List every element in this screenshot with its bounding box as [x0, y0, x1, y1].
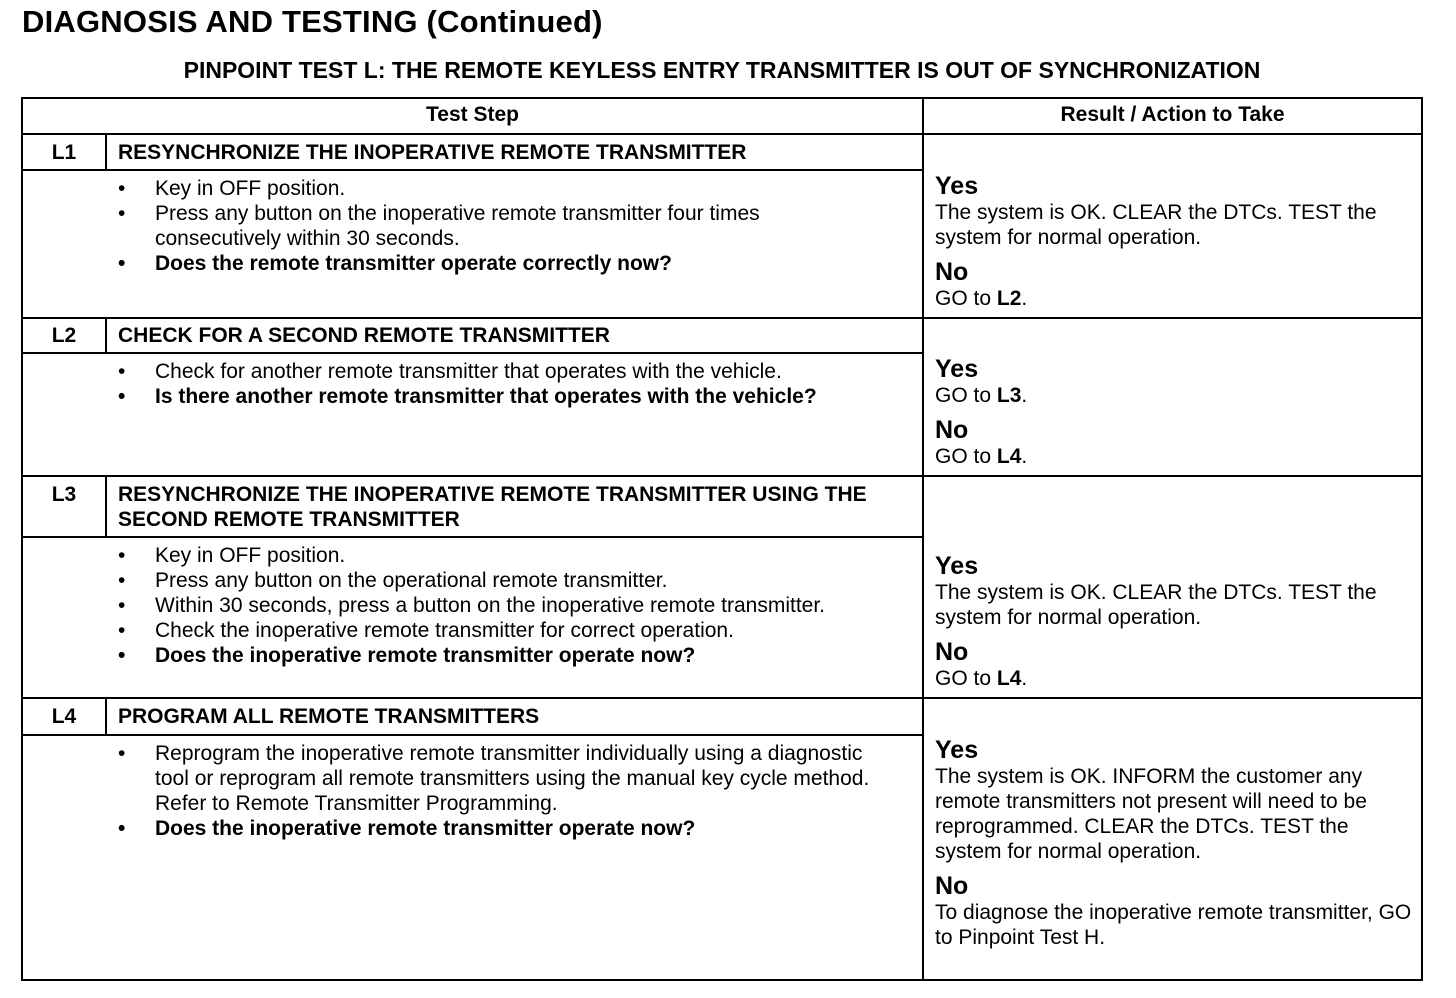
step-id: L1 — [51, 141, 77, 164]
step-reference: L2 — [996, 287, 1022, 310]
step-question: • Does the inoperative remote transmitter operate now? — [118, 816, 878, 841]
list-item: • Check the inoperative remote transmitter for correct operation. — [118, 618, 858, 643]
step-instructions — [118, 359, 838, 409]
list-item: • Reprogram the inoperative remote transmitter individually using a diagnostic tool or reprogram all remote transmitters using the manual key cycle method. Refer to Remote Transmitter Programming. — [118, 741, 878, 816]
step-title-divider-l3 — [23, 536, 922, 538]
no-action: GO to — [935, 287, 992, 310]
punctuation: . — [1021, 287, 1028, 310]
step-question: • Is there another remote transmitter that operates with the vehicle? — [118, 384, 838, 409]
header-divider — [23, 133, 1421, 135]
step-reference: L4 — [996, 445, 1022, 468]
id-divider-l2 — [105, 317, 107, 352]
row-divider-l2 — [23, 317, 1421, 319]
step-instructions — [118, 741, 878, 841]
no-label: No — [935, 872, 969, 900]
yes-label: Yes — [935, 736, 979, 764]
step-title-divider-l4 — [23, 734, 922, 736]
step-instructions — [118, 176, 838, 276]
list-item: • Check for another remote transmitter that operates with the vehicle. — [118, 359, 838, 384]
step-result — [935, 552, 1415, 691]
list-item: • Press any button on the operational remote transmitter. — [118, 568, 858, 593]
yes-label: Yes — [935, 355, 979, 383]
step-title: RESYNCHRONIZE THE INOPERATIVE REMOTE TRANSMITTER — [118, 141, 747, 164]
list-item: • Key in OFF position. — [118, 543, 858, 568]
step-id: L4 — [51, 705, 77, 728]
punctuation: . — [1021, 445, 1028, 468]
header-result-action: Result / Action to Take — [1060, 103, 1285, 126]
step-reference: L3 — [996, 384, 1022, 407]
step-title-divider-l1 — [23, 169, 922, 171]
header-test-step: Test Step — [426, 103, 519, 126]
no-label: No — [935, 416, 969, 444]
pinpoint-test-title: PINPOINT TEST L: THE REMOTE KEYLESS ENTRY TRANSMITTER IS OUT OF SYNCHRONIZATION — [183, 57, 1261, 83]
yes-action: The system is OK. CLEAR the DTCs. TEST the system for normal operation. — [935, 201, 1377, 249]
yes-action: GO to — [935, 384, 992, 407]
step-title: PROGRAM ALL REMOTE TRANSMITTERS — [118, 705, 540, 728]
list-item: • Key in OFF position. — [118, 176, 838, 201]
no-label: No — [935, 638, 969, 666]
yes-label: Yes — [935, 552, 979, 580]
step-title-divider-l2 — [23, 352, 922, 354]
step-result — [935, 172, 1415, 311]
id-divider-l4 — [105, 697, 107, 734]
step-reference: L4 — [996, 667, 1022, 690]
step-result — [935, 736, 1415, 950]
yes-action: The system is OK. INFORM the customer any remote transmitters not present will need to be reprogrammed. CLEAR the DTCs. TEST the system for normal operation. — [935, 765, 1367, 863]
yes-action: The system is OK. CLEAR the DTCs. TEST the system for normal operation. — [935, 581, 1377, 629]
step-question: • Does the remote transmitter operate correctly now? — [118, 251, 838, 276]
list-item: • Press any button on the inoperative remote transmitter four times consecutively within 30 seconds. — [118, 201, 838, 251]
row-divider-l3 — [23, 475, 1421, 477]
no-label: No — [935, 258, 969, 286]
step-result — [935, 355, 1415, 469]
step-id: L3 — [51, 483, 77, 506]
id-divider-l1 — [105, 133, 107, 169]
pinpoint-test-table — [21, 97, 1423, 981]
page-title: DIAGNOSIS AND TESTING (Continued) — [22, 4, 603, 39]
no-action: To diagnose the inoperative remote transmitter, GO to Pinpoint Test H. — [935, 901, 1412, 949]
list-item: • Within 30 seconds, press a button on the inoperative remote transmitter. — [118, 593, 858, 618]
step-title: CHECK FOR A SECOND REMOTE TRANSMITTER — [118, 324, 610, 347]
punctuation: . — [1021, 667, 1028, 690]
step-instructions — [118, 543, 858, 668]
yes-label: Yes — [935, 172, 979, 200]
row-divider-l4 — [23, 697, 1421, 699]
no-action: GO to — [935, 667, 992, 690]
step-id: L2 — [51, 324, 77, 347]
punctuation: . — [1021, 384, 1028, 407]
step-title: RESYNCHRONIZE THE INOPERATIVE REMOTE TRANSMITTER USING THE SECOND REMOTE TRANSMITTER — [118, 483, 867, 531]
column-divider — [922, 99, 924, 979]
no-action: GO to — [935, 445, 992, 468]
id-divider-l3 — [105, 475, 107, 536]
step-question: • Does the inoperative remote transmitter operate now? — [118, 643, 858, 668]
